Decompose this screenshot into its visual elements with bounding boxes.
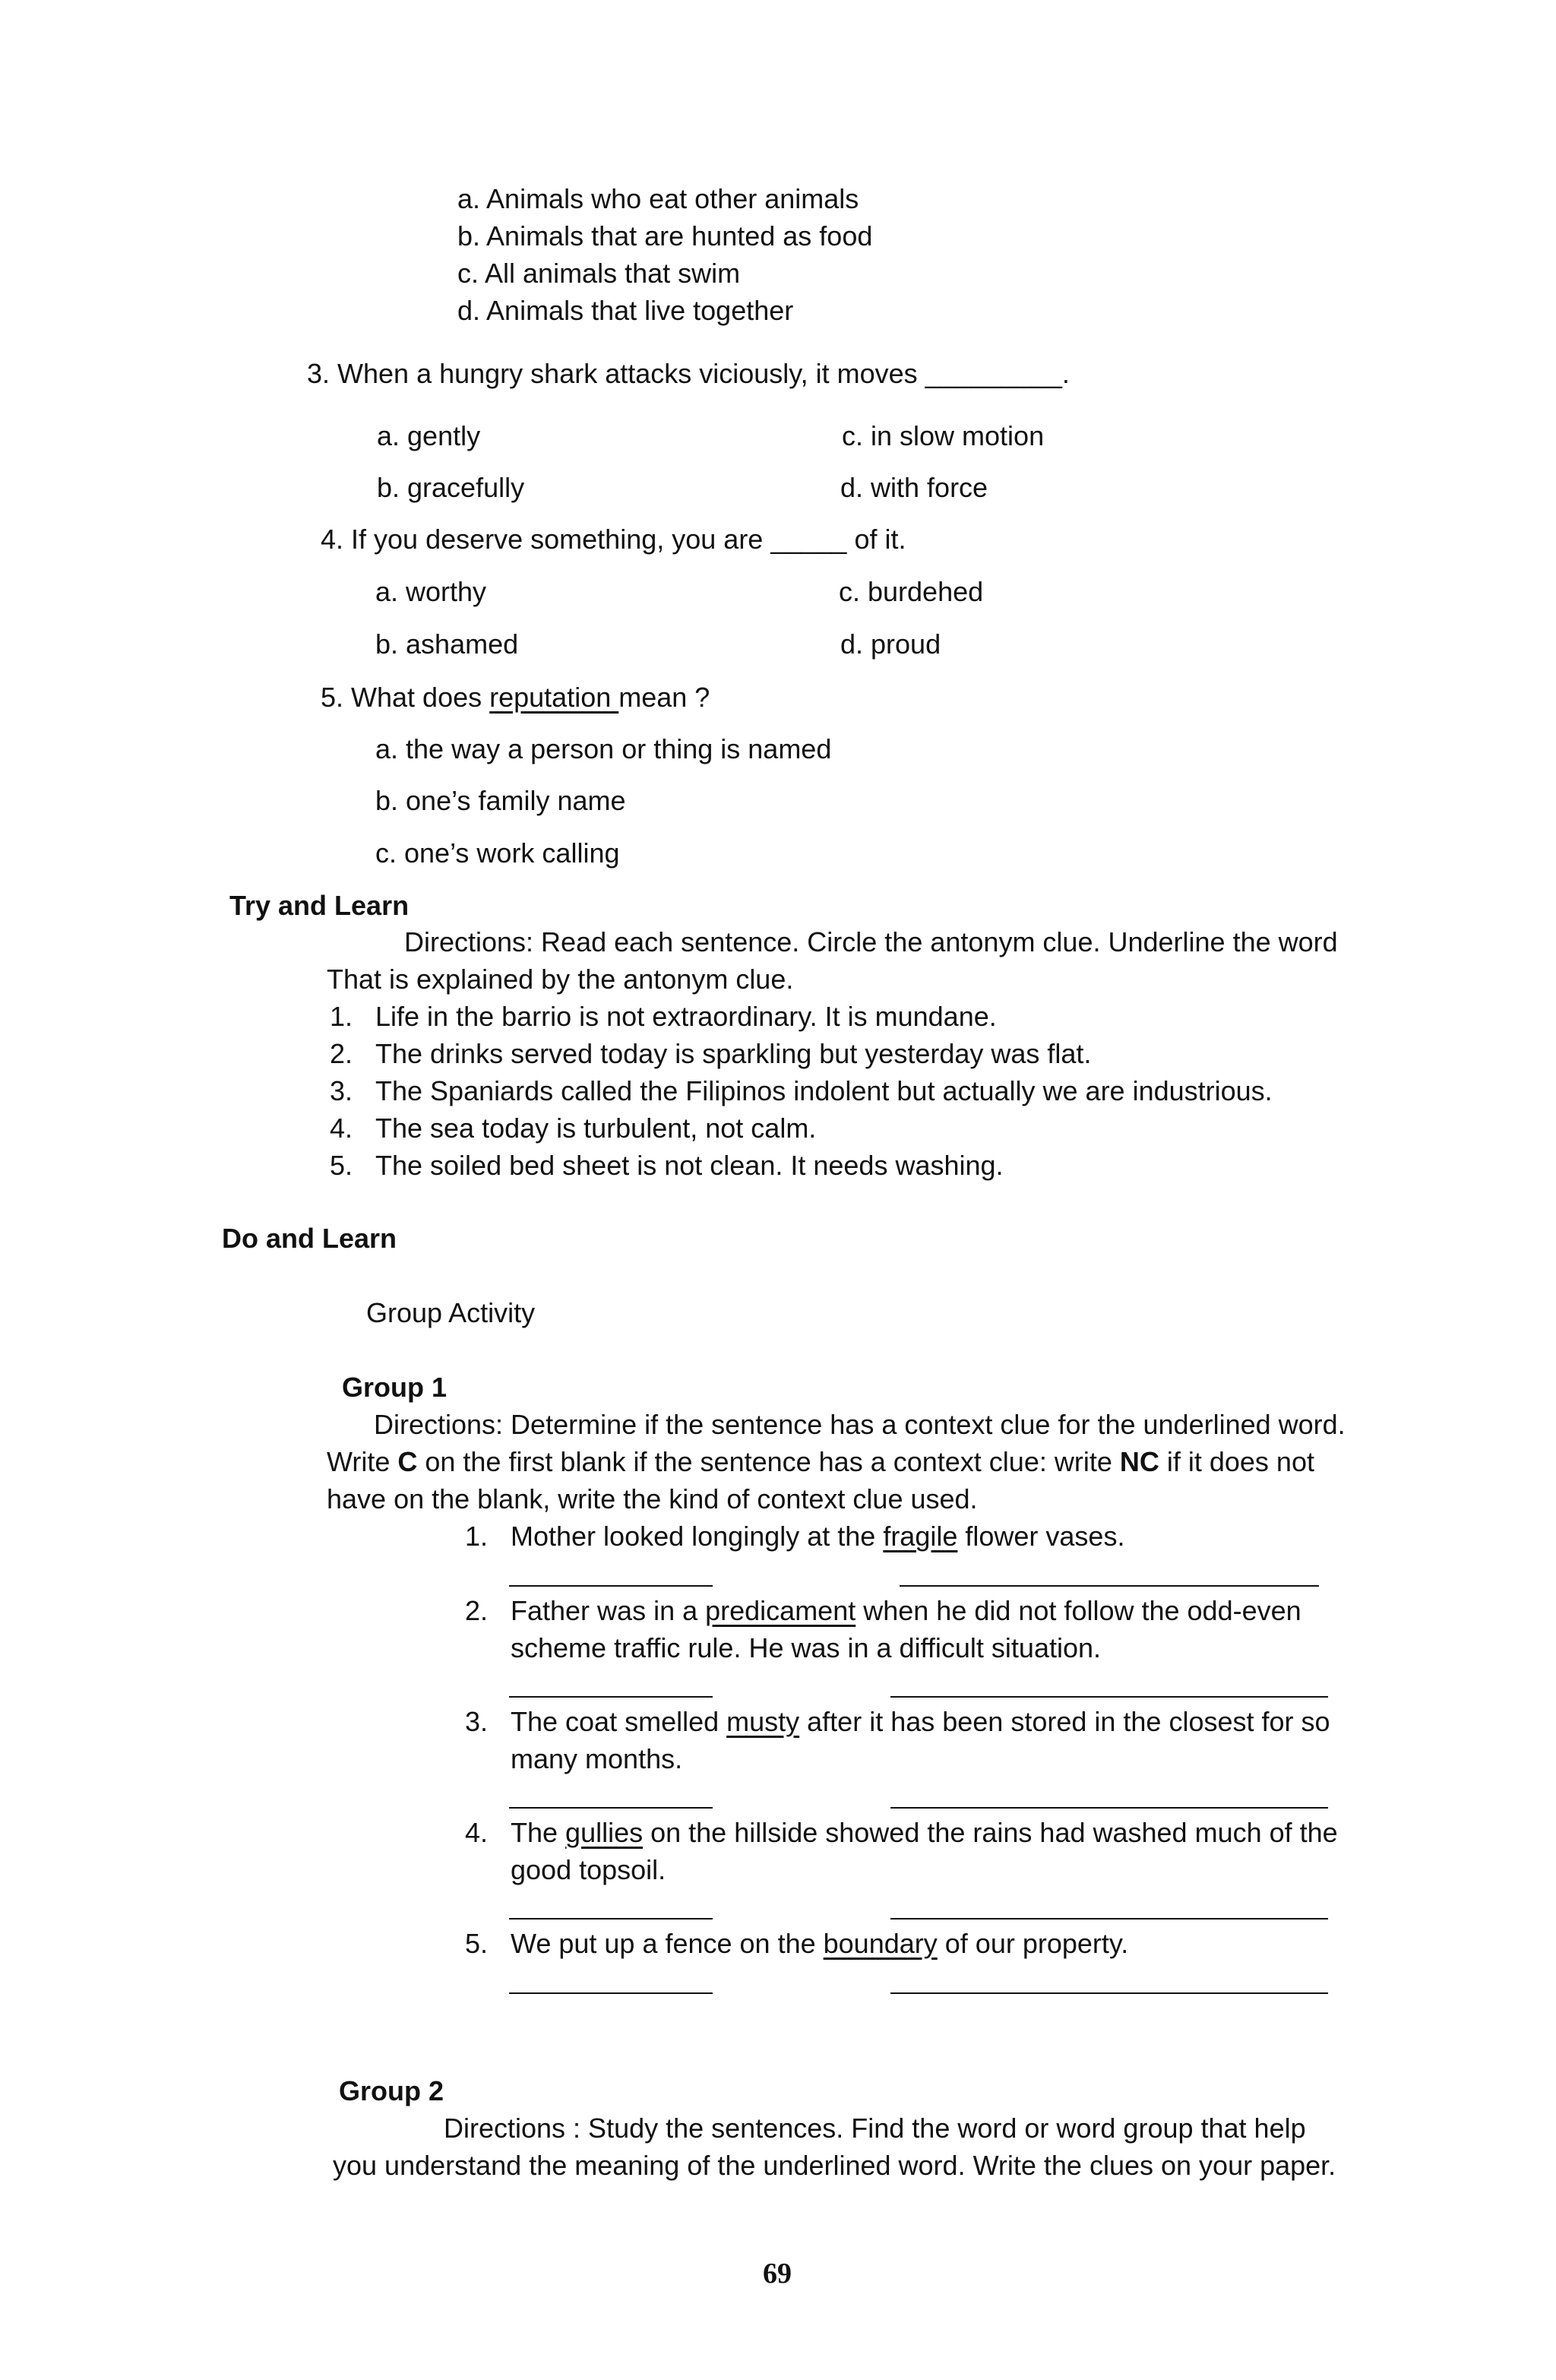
underlined-word: predicament	[705, 1595, 856, 1626]
exercise-sentence-cont: good topsoil.	[511, 1854, 666, 1885]
exercise-number: 3.	[465, 1706, 489, 1737]
underlined-word: boundary	[823, 1928, 938, 1959]
answer-blank-clue[interactable]	[509, 1696, 713, 1698]
underlined-word: fragile	[883, 1521, 958, 1552]
exercise-sentence: Mother looked longingly at the fragile flower vases.	[511, 1521, 1125, 1552]
q2-option-d: d. Animals that live together	[457, 295, 794, 326]
exercise-sentence: We put up a fence on the boundary of our property.	[511, 1928, 1129, 1959]
q4-option-d: d. proud	[840, 628, 941, 660]
answer-blank-clue[interactable]	[509, 1918, 713, 1920]
exercise-sentence-cont: scheme traffic rule. He was in a difficult situation.	[511, 1632, 1102, 1663]
answer-blank-clue[interactable]	[509, 1585, 713, 1587]
answer-blank-kind[interactable]	[900, 1585, 1319, 1587]
q5-option-a: a. the way a person or thing is named	[375, 733, 832, 764]
q5-option-b: b. one’s family name	[375, 785, 626, 816]
answer-blank-clue[interactable]	[509, 1992, 713, 1994]
try-learn-directions: Directions: Read each sentence. Circle the antonym clue. Underline the word	[404, 926, 1338, 957]
q5-question: 5. What does reputation mean ?	[321, 682, 710, 713]
exercise-sentence-cont: many months.	[511, 1743, 683, 1774]
group-1-heading: Group 1	[342, 1372, 448, 1403]
page-number: 69	[763, 2258, 792, 2290]
underlined-word: reputation	[489, 682, 619, 713]
q2-option-a: a. Animals who eat other animals	[457, 183, 859, 214]
q4-option-c: c. burdehed	[839, 576, 984, 607]
list-item: 5. The soiled bed sheet is not clean. It needs washing.	[330, 1150, 1004, 1181]
q2-option-c: c. All animals that swim	[457, 258, 741, 289]
underlined-word: gullies	[565, 1817, 644, 1848]
underlined-word: musty	[726, 1706, 800, 1737]
answer-blank-kind[interactable]	[890, 1918, 1328, 1920]
group-activity-label: Group Activity	[366, 1297, 536, 1328]
group-1-directions-line-2: Write C on the first blank if the sentence has a context clue: write NC if it does not	[327, 1446, 1314, 1477]
list-item: 3. The Spaniards called the Filipinos indolent but actually we are industrious.	[330, 1075, 1273, 1106]
exercise-number: 5.	[465, 1928, 489, 1959]
answer-blank-kind[interactable]	[890, 1696, 1328, 1698]
group-2-directions-cont: you understand the meaning of the underlined word. Write the clues on your paper.	[333, 2150, 1336, 2181]
q3-option-c: c. in slow motion	[842, 420, 1045, 451]
group-1-directions: Directions: Determine if the sentence has a context clue for the underlined word.	[374, 1409, 1346, 1440]
try-learn-directions-cont: That is explained by the antonym clue.	[327, 964, 794, 995]
q3-question: 3. When a hungry shark attacks viciously, it moves _________.	[307, 358, 1070, 389]
exercise-sentence: The gullies on the hillside showed the rains had washed much of the	[511, 1817, 1338, 1848]
list-item: 4. The sea today is turbulent, not calm.	[330, 1112, 817, 1144]
list-item: 2. The drinks served today is sparkling but yesterday was flat.	[330, 1038, 1092, 1069]
section-heading-do-and-learn: Do and Learn	[222, 1223, 397, 1254]
q3-option-d: d. with force	[840, 472, 988, 503]
answer-blank-kind[interactable]	[890, 1992, 1328, 1994]
q3-option-b: b. gracefully	[377, 472, 525, 503]
section-heading-try-and-learn: Try and Learn	[229, 890, 410, 921]
q5-option-c: c. one’s work calling	[375, 837, 620, 869]
exercise-number: 1.	[465, 1521, 489, 1552]
exercise-sentence: The coat smelled musty after it has been stored in the closest for so	[511, 1706, 1330, 1737]
q4-option-a: a. worthy	[375, 576, 487, 607]
exercise-number: 2.	[465, 1595, 489, 1626]
answer-blank-kind[interactable]	[890, 1807, 1328, 1809]
answer-blank-clue[interactable]	[509, 1807, 713, 1809]
group-2-directions: Directions : Study the sentences. Find the word or word group that help	[444, 2113, 1306, 2144]
q4-question: 4. If you deserve something, you are _____ of it.	[321, 524, 906, 555]
exercise-number: 4.	[465, 1817, 489, 1848]
list-item: 1. Life in the barrio is not extraordinary. It is mundane.	[330, 1001, 997, 1032]
q3-option-a: a. gently	[377, 420, 481, 451]
exercise-sentence: Father was in a predicament when he did not follow the odd-even	[511, 1595, 1301, 1626]
group-2-heading: Group 2	[339, 2075, 444, 2106]
q2-option-b: b. Animals that are hunted as food	[457, 220, 873, 252]
group-1-directions-line-3: have on the blank, write the kind of context clue used.	[327, 1483, 978, 1514]
q4-option-b: b. ashamed	[375, 628, 519, 660]
